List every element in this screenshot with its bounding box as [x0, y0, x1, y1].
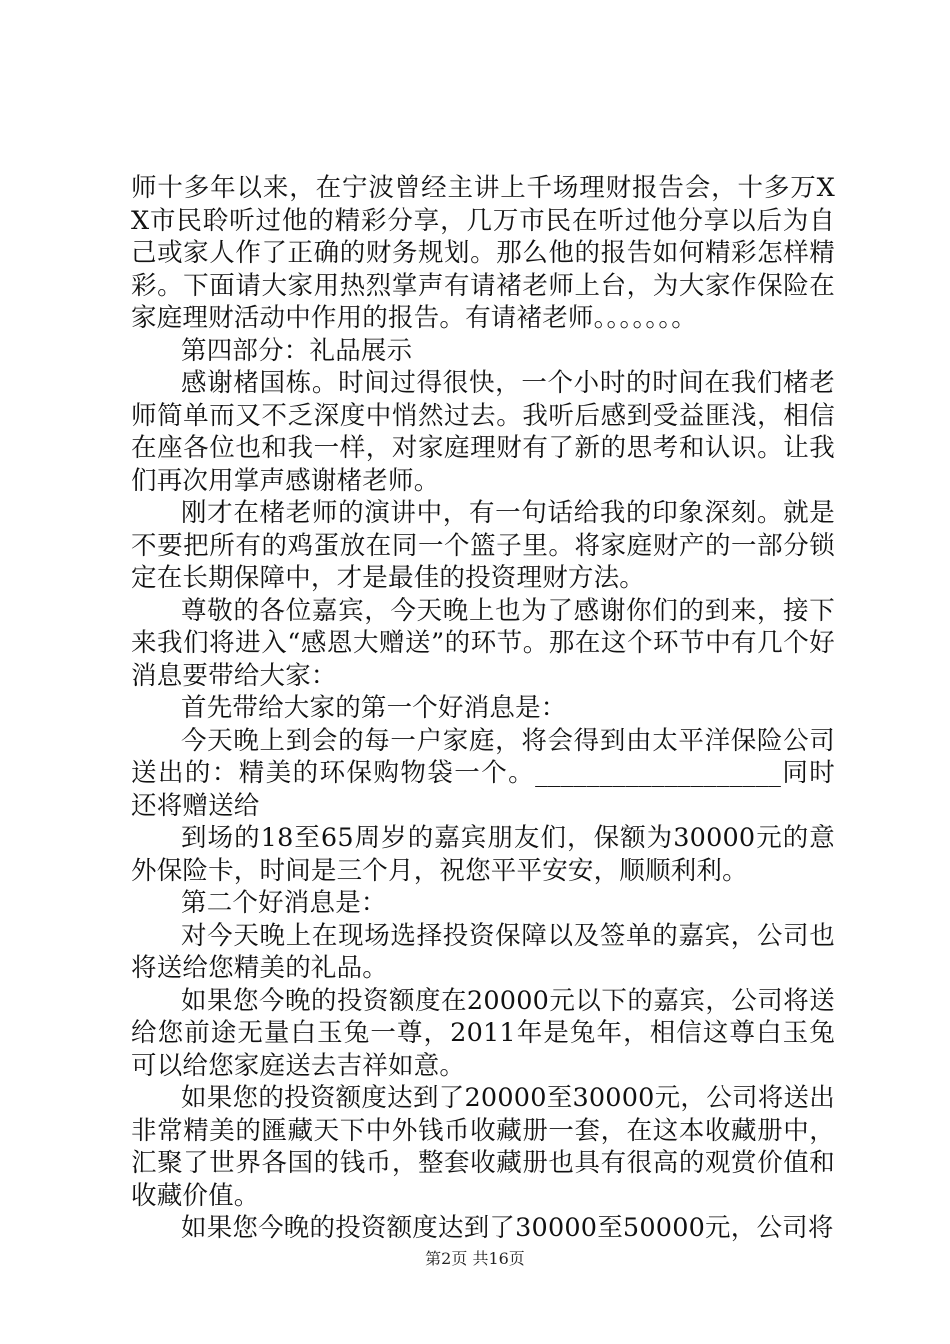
- paragraph: 师十多年以来，在宁波曾经主讲上千场理财报告会，十多万XX市民聆听过他的精彩分享，几万市民在听过他分享以后为自己或家人作了正确的财务规划。那么他的报告如何精彩怎样精彩。下面请大家用热烈掌声有请褚老师上台，为大家作保险在家庭理财活动中作用的报告。有请褚老师。。。。。。。: [131, 173, 835, 333]
- paragraph: 首先带给大家的第一个好消息是：: [181, 693, 567, 723]
- paragraph: 对今天晚上在现场选择投资保障以及签单的嘉宾，公司也将送给您精美的礼品。: [131, 920, 835, 983]
- paragraph: 感谢楮国栋。时间过得很快，一个小时的时间在我们楮老师简单而又不乏深度中悄然过去。我听后感到受益匪浅，相信在座各位也和我一样，对家庭理财有了新的思考和认识。让我们再次用掌声感谢楮老师。: [131, 368, 835, 496]
- paragraph: 如果您今晚的投资额度在20000元以下的嘉宾，公司将送给您前途无量白玉兔一尊，2011年是兔年，相信这尊白玉兔可以给您家庭送去吉祥如意。: [131, 985, 835, 1081]
- paragraph: 如果您今晚的投资额度达到了30000至50000元，公司将: [181, 1213, 834, 1243]
- paragraph: 今天晚上到会的每一户家庭，将会得到由太平洋保险公司送出的：精美的环保购物袋一个。___________________同时还将赠送给: [131, 725, 835, 821]
- document-body: [131, 172, 835, 1245]
- page-footer: [0, 1246, 950, 1269]
- paragraph: 刚才在楮老师的演讲中，有一句话给我的印象深刻。就是不要把所有的鸡蛋放在同一个篮子里。将家庭财产的一部分锁定在长期保障中，才是最佳的投资理财方法。: [131, 498, 835, 593]
- page-number-label: 第2页 共16页: [425, 1249, 525, 1268]
- paragraph: 到场的18至65周岁的嘉宾朋友们，保额为30000元的意外保险卡，时间是三个月，祝您平平安安，顺顺利利。: [131, 823, 835, 886]
- paragraph: 尊敬的各位嘉宾，今天晚上也为了感谢你们的到来，接下来我们将进入“感恩大赠送”的环节。那在这个环节中有几个好消息要带给大家：: [131, 595, 835, 691]
- paragraph: 第二个好消息是：: [181, 888, 387, 918]
- paragraph: 如果您的投资额度达到了20000至30000元，公司将送出非常精美的匯藏天下中外钱币收藏册一套，在这本收藏册中，汇聚了世界各国的钱币，整套收藏册也具有很高的观赏价值和收藏价值。: [131, 1083, 835, 1211]
- section-heading: 第四部分：礼品展示: [181, 335, 413, 366]
